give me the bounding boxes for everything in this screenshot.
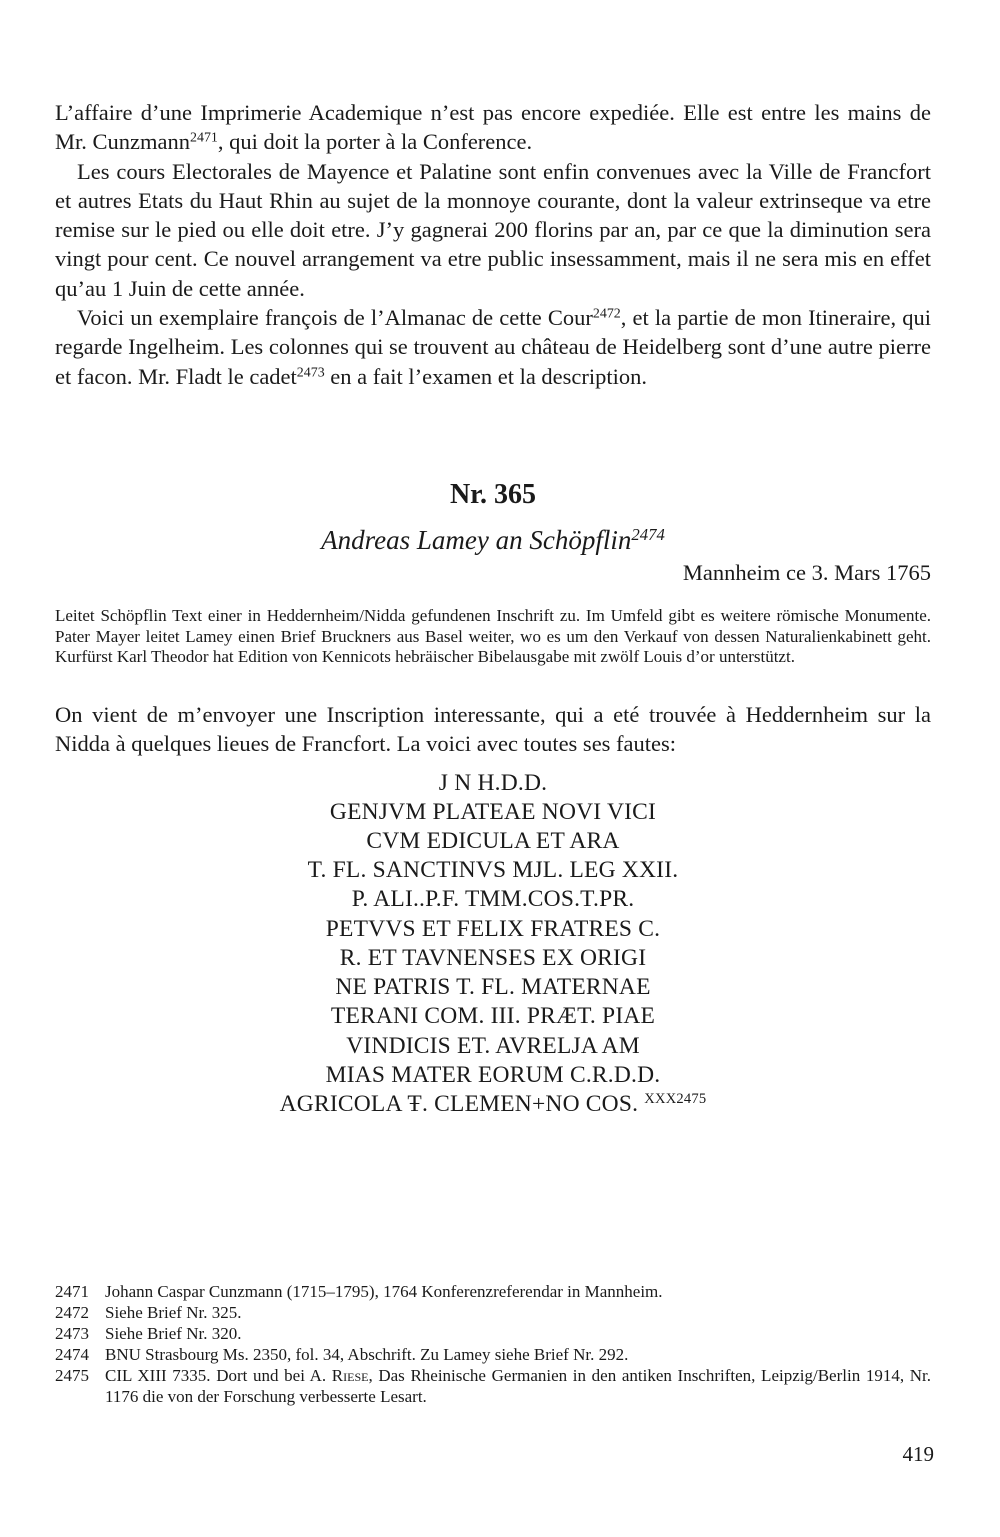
footnotes: [55, 1282, 931, 1407]
page-number: 419: [902, 1442, 934, 1466]
footnote: [55, 1303, 931, 1324]
paragraph-3-text-mid: , et la partie de mon Itineraire, qui regarde Ingelheim. Les colonnes qui se trouvent au château de Heidelberg sont d’une autre pierre et facon. Mr. Fladt le cadet: [55, 305, 932, 389]
footnote-author: Riese: [331, 1365, 369, 1385]
footnote-ref-2474[interactable]: 2474: [631, 524, 665, 544]
inscription-line: GENJVM PLATEAE NOVI VICI: [329, 798, 657, 825]
letter-title-text: Andreas Lamey an Schöpflin: [321, 524, 632, 555]
footnote-number: 2471: [55, 1282, 89, 1301]
letter-title: [55, 525, 931, 556]
inscription-line: T. FL. SANCTINVS MJL. LEG XXII.: [307, 857, 679, 884]
paragraph-1: [55, 98, 931, 157]
footnote-number: 2474: [55, 1344, 89, 1364]
inscription-line: NE PATRIS T. FL. MATERNAE: [335, 974, 651, 1001]
footnote-ref-2471[interactable]: 2471: [190, 130, 218, 146]
footnote-text-part: CIL XIII 7335. Dort und bei A.: [105, 1365, 332, 1385]
footnote-ref-2473[interactable]: 2473: [296, 365, 325, 380]
inscription-line: TERANI COM. III. PRÆT. PIAE: [330, 1003, 656, 1030]
footnote-ref-2472[interactable]: 2472: [592, 306, 621, 322]
paragraph-1-text-end: , qui doit la porter à la Conference.: [217, 129, 533, 155]
footnote: [55, 1282, 931, 1303]
footnote-text: Siehe Brief Nr. 320.: [105, 1323, 242, 1343]
footnote-number: 2472: [55, 1302, 89, 1322]
footnote-text: Johann Caspar Cunzmann (1715–1795), 1764 Konferenzreferendar in Mannheim.: [105, 1282, 663, 1301]
paragraph-3: [55, 303, 931, 391]
inscription-line-last: [55, 1090, 931, 1119]
paragraph-3-text-end: en a fait l’examen et la description.: [324, 363, 648, 389]
inscription-line-text: AGRICOLA Ŧ. CLEMEN+NO COS.: [279, 1090, 639, 1117]
paragraph-3-text: Voici un exemplaire françois de l’Almanac de cette Cour: [77, 305, 593, 331]
inscription-line: VINDICIS ET. AVRELJA AM: [346, 1032, 640, 1059]
place-date: Mannheim ce 3. Mars 1765: [682, 559, 931, 585]
paragraph-2: Les cours Electorales de Mayence et Palatine sont enfin convenues avec la Ville de Francfort et autres Etats du Haut Rhin au sujet de la monnoye courante, dont la valeur extrinseque va etre remise sur le pied ou elle doit etre. J’y gagnerai 200 florins par an, par ce que la diminution sera vingt pour cent. Ce nouvel arrangement va etre public insessamment, mais il ne sera mis en effet qu’au 1 Juin de cette année.: [55, 158, 931, 301]
footnote: [55, 1366, 931, 1408]
page-body: [55, 98, 931, 1119]
inscription-line: MIAS MATER EORUM C.R.D.D.: [325, 1061, 661, 1088]
letter-intro: On vient de m’envoyer une Inscription interessante, qui a eté trouvée à Heddernheim sur la Nidda à quelques lieues de Francfort. La voici avec toutes ses fautes:: [55, 702, 931, 757]
inscription-line: CVM EDICULA ET ARA: [366, 828, 620, 855]
footnote-text-part: , Das Rheinische Germanien in den antiken Inschriften, Leipzig/Berlin 1914, Nr. 1176 die von der Forschung verbesserte Lesart.: [105, 1365, 931, 1406]
letter-summary: Leitet Schöpflin Text einer in Heddernheim/Nidda gefundenen Inschrift zu. Im Umfeld gibt es weitere römische Monumente. Pater Mayer leitet Lamey einen Brief Bruckners aus Basel weiter, wo es um den Verkauf von dessen Naturalienkabinett geht. Kurfürst Karl Theodor hat Edition von Kennicots hebräischer Bibelausgabe mit zwölf Louis d’or unterstützt.: [55, 605, 931, 667]
footnote-number: 2473: [55, 1323, 89, 1343]
inscription-line: R. ET TAVNENSES EX ORIGI: [339, 944, 647, 971]
inscription-line: J N H.D.D.: [438, 769, 548, 796]
footnote-text: [105, 1366, 931, 1408]
inscription-line: PETVVS ET FELIX FRATRES C.: [325, 915, 661, 942]
letter-number: Nr. 365: [449, 478, 537, 510]
footnote: [55, 1345, 931, 1366]
footnote: [55, 1324, 931, 1345]
paragraph-1-text: L’affaire d’une Imprimerie Academique n’est pas encore expediée. Elle est entre les mains de Mr. Cunzmann: [55, 100, 931, 155]
inscription-line: P. ALI..P.F. TMM.COS.T.PR.: [351, 886, 635, 913]
footnote-ref-2475[interactable]: XXX2475: [644, 1090, 707, 1107]
inscription: [55, 769, 931, 1119]
footnote-text: BNU Strasbourg Ms. 2350, fol. 34, Abschrift. Zu Lamey siehe Brief Nr. 292.: [105, 1344, 629, 1364]
footnote-number: 2475: [55, 1365, 89, 1385]
footnote-text: Siehe Brief Nr. 325.: [105, 1302, 242, 1322]
